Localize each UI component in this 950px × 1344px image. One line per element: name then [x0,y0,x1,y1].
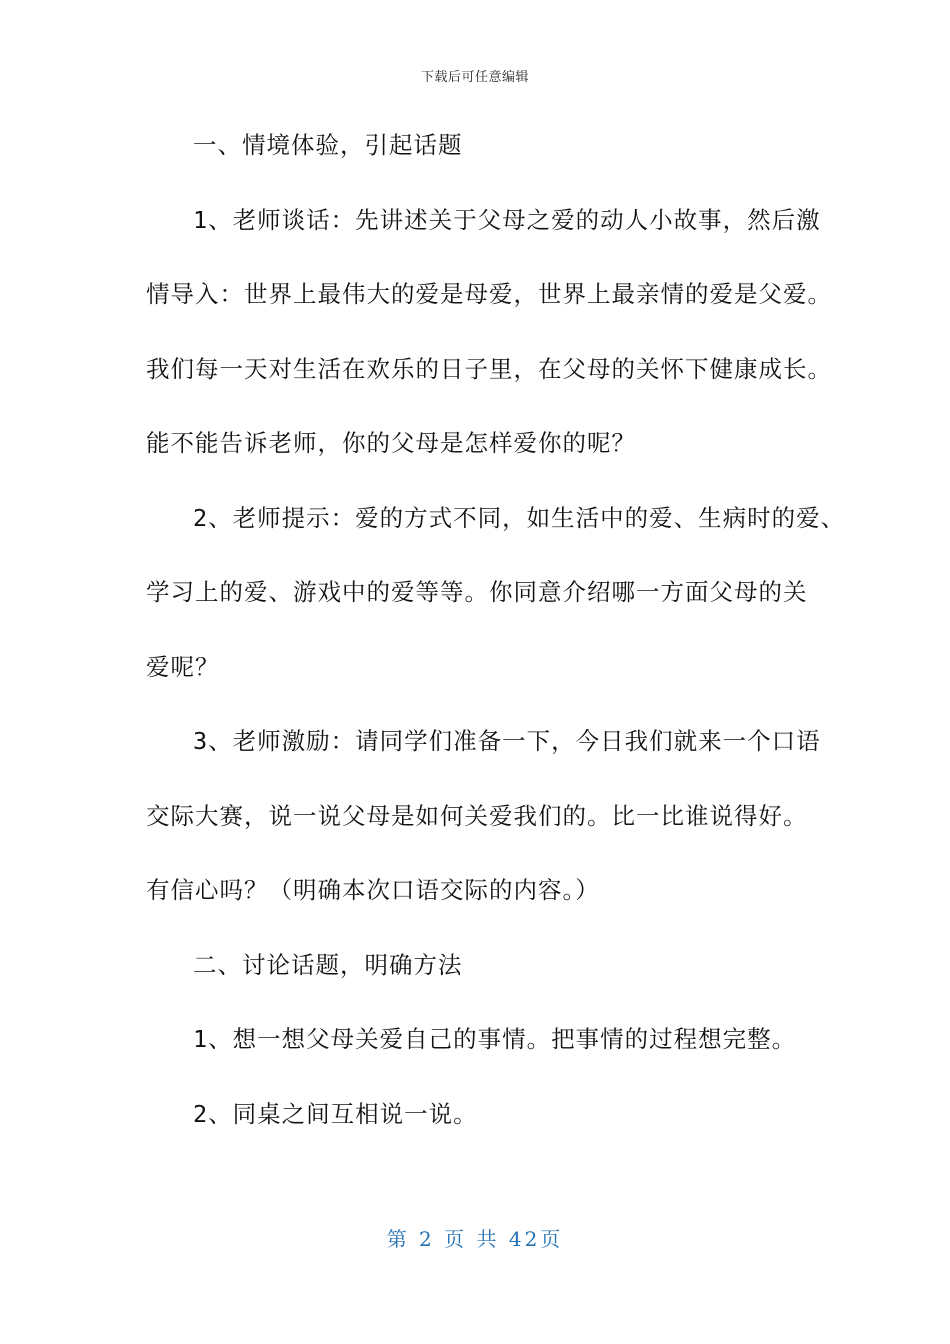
paragraph-line: 情导入：世界上最伟大的爱是母爱，世界上最亲情的爱是父爱。 [146,280,832,308]
paragraph-line: 1、想一想父母关爱自己的事情。把事情的过程想完整。 [193,1025,797,1053]
section-heading: 二、讨论话题，明确方法 [193,950,463,979]
header-note: 下载后可任意编辑 [420,70,529,85]
document-body [146,125,846,1168]
paragraph-line: 学习上的爱、游戏中的爱等等。你同意介绍哪一方面父母的关 [146,578,808,606]
paragraph-line: 2、同桌之间互相说一说。 [193,1099,478,1128]
page-number-footer: 第 2 页 共 42页 [386,1227,564,1251]
paragraph-line: 2、老师提示：爱的方式不同，如生活中的爱、生病时的爱、 [193,503,846,532]
paragraph-line: 我们每一天对生活在欢乐的日子里，在父母的关怀下健康成长。 [146,354,832,383]
paragraph-line: 3、老师激励：请同学们准备一下，今日我们就来一个口语 [193,727,821,755]
paragraph-line: 爱呢？ [146,652,220,681]
paragraph-line: 1、老师谈话：先讲述关于父母之爱的动人小故事，然后激 [193,205,821,234]
paragraph-line: 交际大赛，说一说父母是如何关爱我们的。比一比谁说得好。 [146,801,808,830]
section-heading: 一、情境体验，引起话题 [193,131,463,159]
paragraph-line: 有信心吗？（明确本次口语交际的内容。） [146,876,600,904]
paragraph-line: 能不能告诉老师，你的父母是怎样爱你的呢？ [146,429,636,457]
